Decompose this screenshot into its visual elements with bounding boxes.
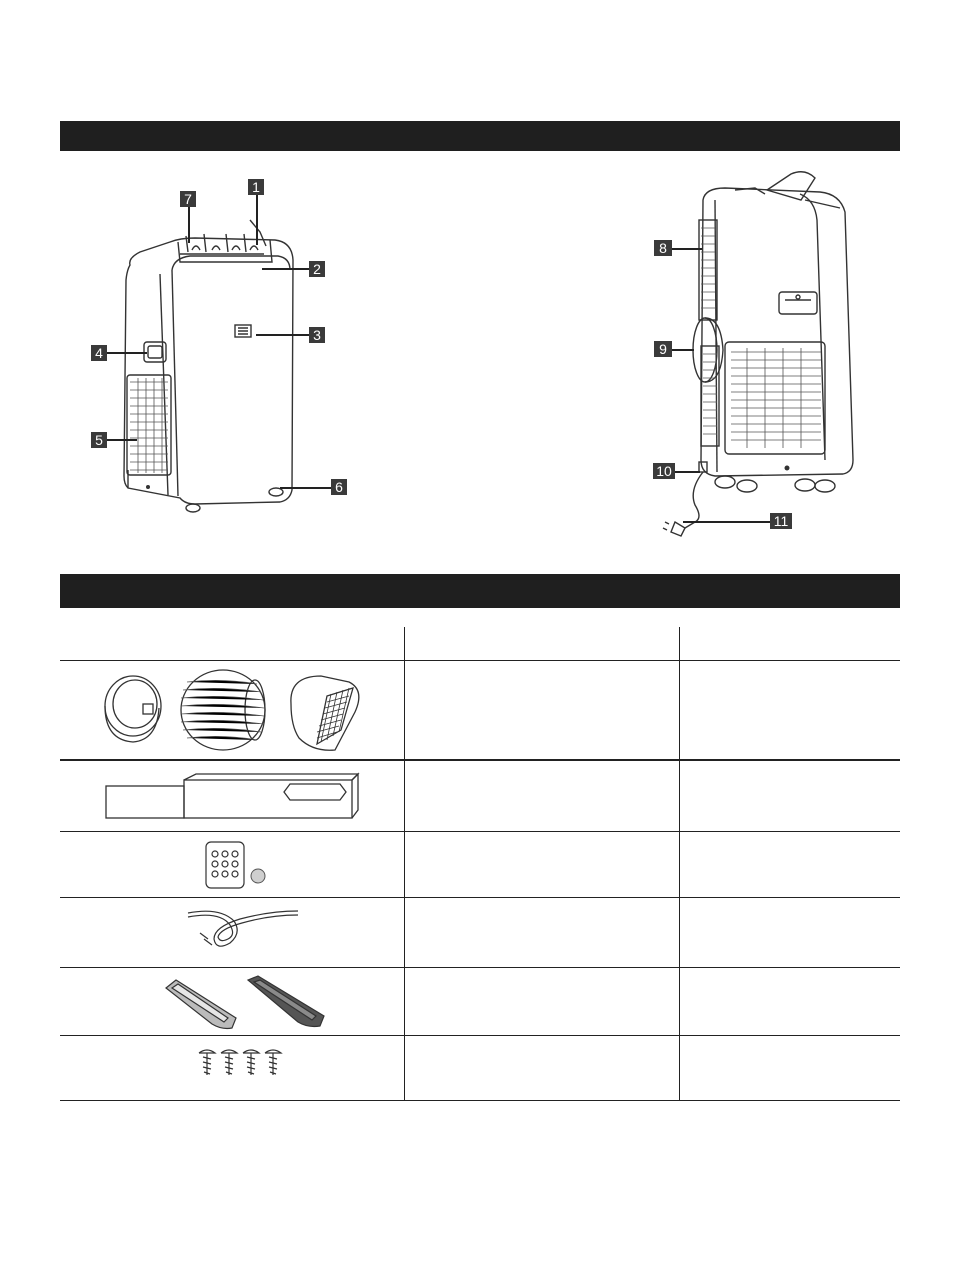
illustration-window-slider-kit — [100, 770, 360, 822]
leader-2 — [262, 268, 309, 270]
leader-10 — [675, 471, 700, 473]
illustration-hose-and-adapters — [95, 668, 375, 754]
callout-7: 7 — [180, 191, 196, 207]
callout-6: 6 — [331, 479, 347, 495]
leader-5 — [107, 439, 137, 441]
callout-11: 11 — [770, 513, 792, 529]
table-divider-col-2 — [679, 627, 680, 1101]
table-row-line — [60, 1035, 900, 1036]
callout-3: 3 — [309, 327, 325, 343]
leader-1 — [256, 195, 258, 245]
leader-9 — [672, 349, 694, 351]
illustration-screws — [195, 1045, 290, 1085]
table-row-line — [60, 759, 900, 761]
table-row-line — [60, 897, 900, 898]
table-row-line — [60, 967, 900, 968]
leader-7 — [188, 207, 190, 243]
table-divider-col-1 — [404, 627, 405, 1101]
illustration-remote-control — [200, 838, 280, 892]
callout-8: 8 — [654, 240, 672, 256]
table-row-line — [60, 831, 900, 832]
section-header-bar-accessories — [60, 574, 900, 608]
leader-11 — [683, 521, 770, 523]
callout-9: 9 — [654, 341, 672, 357]
leader-8 — [672, 248, 702, 250]
leader-3 — [256, 334, 309, 336]
callout-1: 1 — [248, 179, 264, 195]
table-row-line — [60, 660, 900, 661]
table-row-line — [60, 1100, 900, 1101]
callout-10: 10 — [653, 463, 675, 479]
front-view-diagram — [100, 170, 330, 520]
leader-4 — [107, 352, 147, 354]
callout-4: 4 — [91, 345, 107, 361]
callout-5: 5 — [91, 432, 107, 448]
leader-6 — [280, 487, 331, 489]
callout-2: 2 — [309, 261, 325, 277]
illustration-drain-hose — [180, 903, 310, 959]
section-header-bar-parts — [60, 121, 900, 151]
illustration-foam-seals — [160, 974, 330, 1030]
